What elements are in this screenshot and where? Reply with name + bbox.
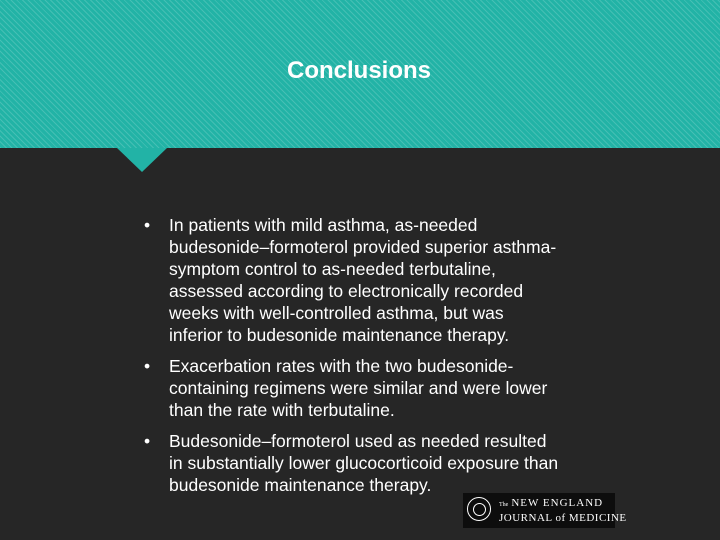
nejm-logo bbox=[463, 493, 627, 528]
bullet-text: Exacerbation rates with the two budesonide-containing regimens were similar and were lower than the rate with terbutaline. bbox=[169, 356, 548, 420]
conclusions-list bbox=[140, 214, 560, 505]
bullet-item bbox=[140, 214, 560, 346]
bullet-text: In patients with mild asthma, as-needed budesonide–formoterol provided superior asthma-symptom control to as-needed terbutaline, assessed according to electronically recorded weeks with well-controlled asthma, but was inferior to budesonide maintenance therapy. bbox=[169, 215, 557, 345]
slide-title: Conclusions bbox=[286, 57, 431, 84]
bullet-text: Budesonide–formoterol used as needed resulted in substantially lower glucocorticoid exposure than budesonide maintenance therapy. bbox=[169, 431, 559, 495]
header-pointer bbox=[117, 148, 167, 172]
logo-line-2: JOURNAL of MEDICINE bbox=[499, 512, 627, 524]
logo-line-1 bbox=[499, 497, 603, 509]
logo-prefix: The bbox=[499, 502, 509, 508]
logo-line-1-text: NEW ENGLAND bbox=[511, 497, 604, 509]
bullet-item bbox=[140, 430, 560, 496]
bullet-dot-icon: • bbox=[144, 356, 151, 376]
bullet-item bbox=[140, 355, 560, 421]
bullet-dot-icon: • bbox=[144, 431, 151, 451]
header-band bbox=[0, 0, 720, 148]
journal-seal-icon bbox=[467, 497, 491, 521]
bullet-dot-icon: • bbox=[144, 215, 151, 235]
